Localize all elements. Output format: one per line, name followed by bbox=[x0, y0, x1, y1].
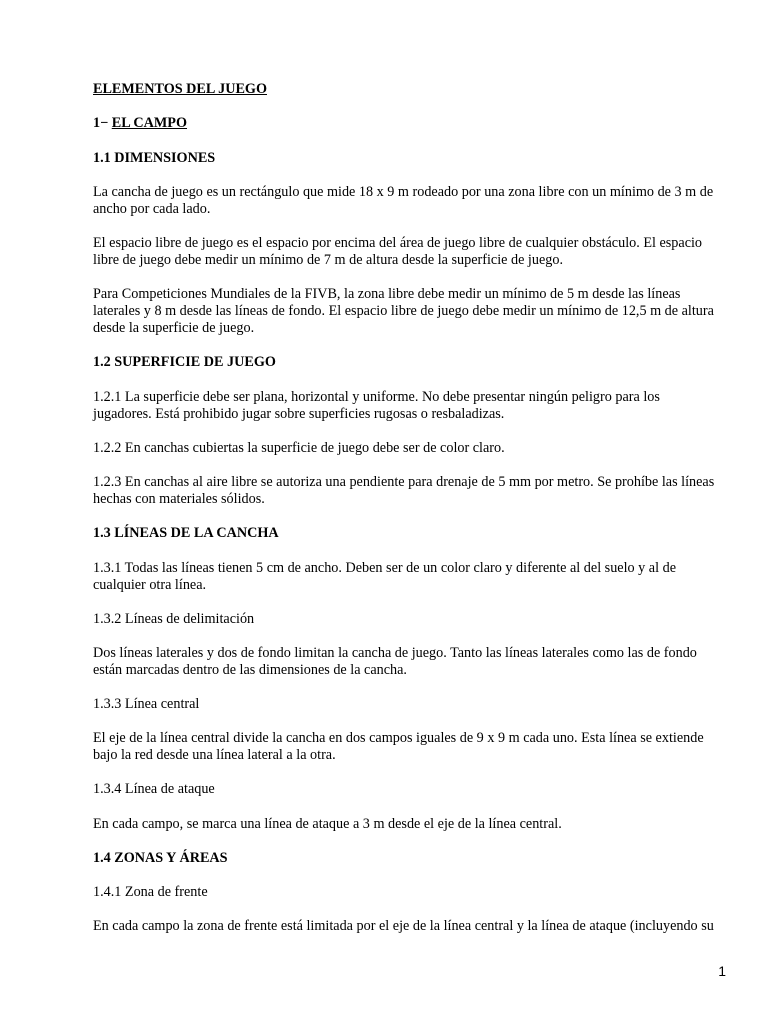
paragraph-1-2-3-line-1: 1.2.3 En canchas al aire libre se autoriza una pendiente para drenaje de 5 mm por metro. Se prohíbe las líneas bbox=[93, 474, 715, 490]
heading-1-4: 1.4 ZONAS Y ÁREAS bbox=[93, 850, 228, 866]
paragraph-1-1-a-line-2: ancho por cada lado. bbox=[93, 201, 211, 217]
paragraph-1-1-c-line-3: desde la superficie de juego. bbox=[93, 320, 255, 336]
paragraph-1-3-1-line-2: cualquier otra línea. bbox=[93, 577, 207, 593]
paragraph-1-4-1-line-1: En cada campo la zona de frente está limitada por el eje de la línea central y la línea de ataque (incluyendo su bbox=[93, 918, 714, 934]
section-number: 1− bbox=[93, 115, 109, 131]
heading-1-3-3: 1.3.3 Línea central bbox=[93, 696, 200, 712]
heading-1-3-4: 1.3.4 Línea de ataque bbox=[93, 781, 215, 797]
paragraph-1-3-4: En cada campo, se marca una línea de ataque a 3 m desde el eje de la línea central. bbox=[93, 816, 562, 832]
heading-1-2: 1.2 SUPERFICIE DE JUEGO bbox=[93, 354, 276, 370]
paragraph-1-3-3-line-1: El eje de la línea central divide la cancha en dos campos iguales de 9 x 9 m cada uno. Esta línea se extiende bbox=[93, 730, 704, 746]
paragraph-1-1-c-line-2: laterales y 8 m desde las líneas de fondo. El espacio libre de juego debe medir un mínimo de 12,5 m de altura bbox=[93, 303, 714, 319]
section-heading-1 bbox=[93, 115, 187, 132]
paragraph-1-2-1-line-1: 1.2.1 La superficie debe ser plana, horizontal y uniforme. No debe presentar ningún peligro para los bbox=[93, 389, 660, 405]
heading-1-3-2: 1.3.2 Líneas de delimitación bbox=[93, 611, 255, 627]
paragraph-1-3-2-line-2: están marcadas dentro de las dimensiones de la cancha. bbox=[93, 662, 407, 678]
paragraph-1-1-b-line-1: El espacio libre de juego es el espacio por encima del área de juego libre de cualquier obstáculo. El espacio bbox=[93, 235, 703, 251]
paragraph-1-3-3-line-2: bajo la red desde una línea lateral a la otra. bbox=[93, 747, 336, 763]
section-title: EL CAMPO bbox=[111, 115, 188, 131]
heading-1-1: 1.1 DIMENSIONES bbox=[93, 150, 216, 166]
document-title: ELEMENTOS DEL JUEGO bbox=[93, 81, 267, 97]
paragraph-1-1-b-line-2: libre de juego debe medir un mínimo de 7 m de altura desde la superficie de juego. bbox=[93, 252, 564, 268]
paragraph-1-3-2-line-1: Dos líneas laterales y dos de fondo limitan la cancha de juego. Tanto las líneas laterales como las de fondo bbox=[93, 645, 697, 661]
paragraph-1-1-a-line-1: La cancha de juego es un rectángulo que mide 18 x 9 m rodeado por una zona libre con un mínimo de 3 m de bbox=[93, 184, 714, 200]
page-number: 1 bbox=[718, 963, 726, 979]
paragraph-1-2-2: 1.2.2 En canchas cubiertas la superficie de juego debe ser de color claro. bbox=[93, 440, 505, 456]
heading-1-3: 1.3 LÍNEAS DE LA CANCHA bbox=[93, 525, 279, 541]
paragraph-1-1-c-line-1: Para Competiciones Mundiales de la FIVB, la zona libre debe medir un mínimo de 5 m desde las líneas bbox=[93, 286, 681, 302]
paragraph-1-2-3-line-2: hechas con materiales sólidos. bbox=[93, 491, 265, 507]
heading-1-4-1: 1.4.1 Zona de frente bbox=[93, 884, 208, 900]
paragraph-1-3-1-line-1: 1.3.1 Todas las líneas tienen 5 cm de ancho. Deben ser de un color claro y diferente al del suelo y al de bbox=[93, 560, 676, 576]
paragraph-1-2-1-line-2: jugadores. Está prohibido jugar sobre superficies rugosas o resbaladizas. bbox=[93, 406, 505, 422]
